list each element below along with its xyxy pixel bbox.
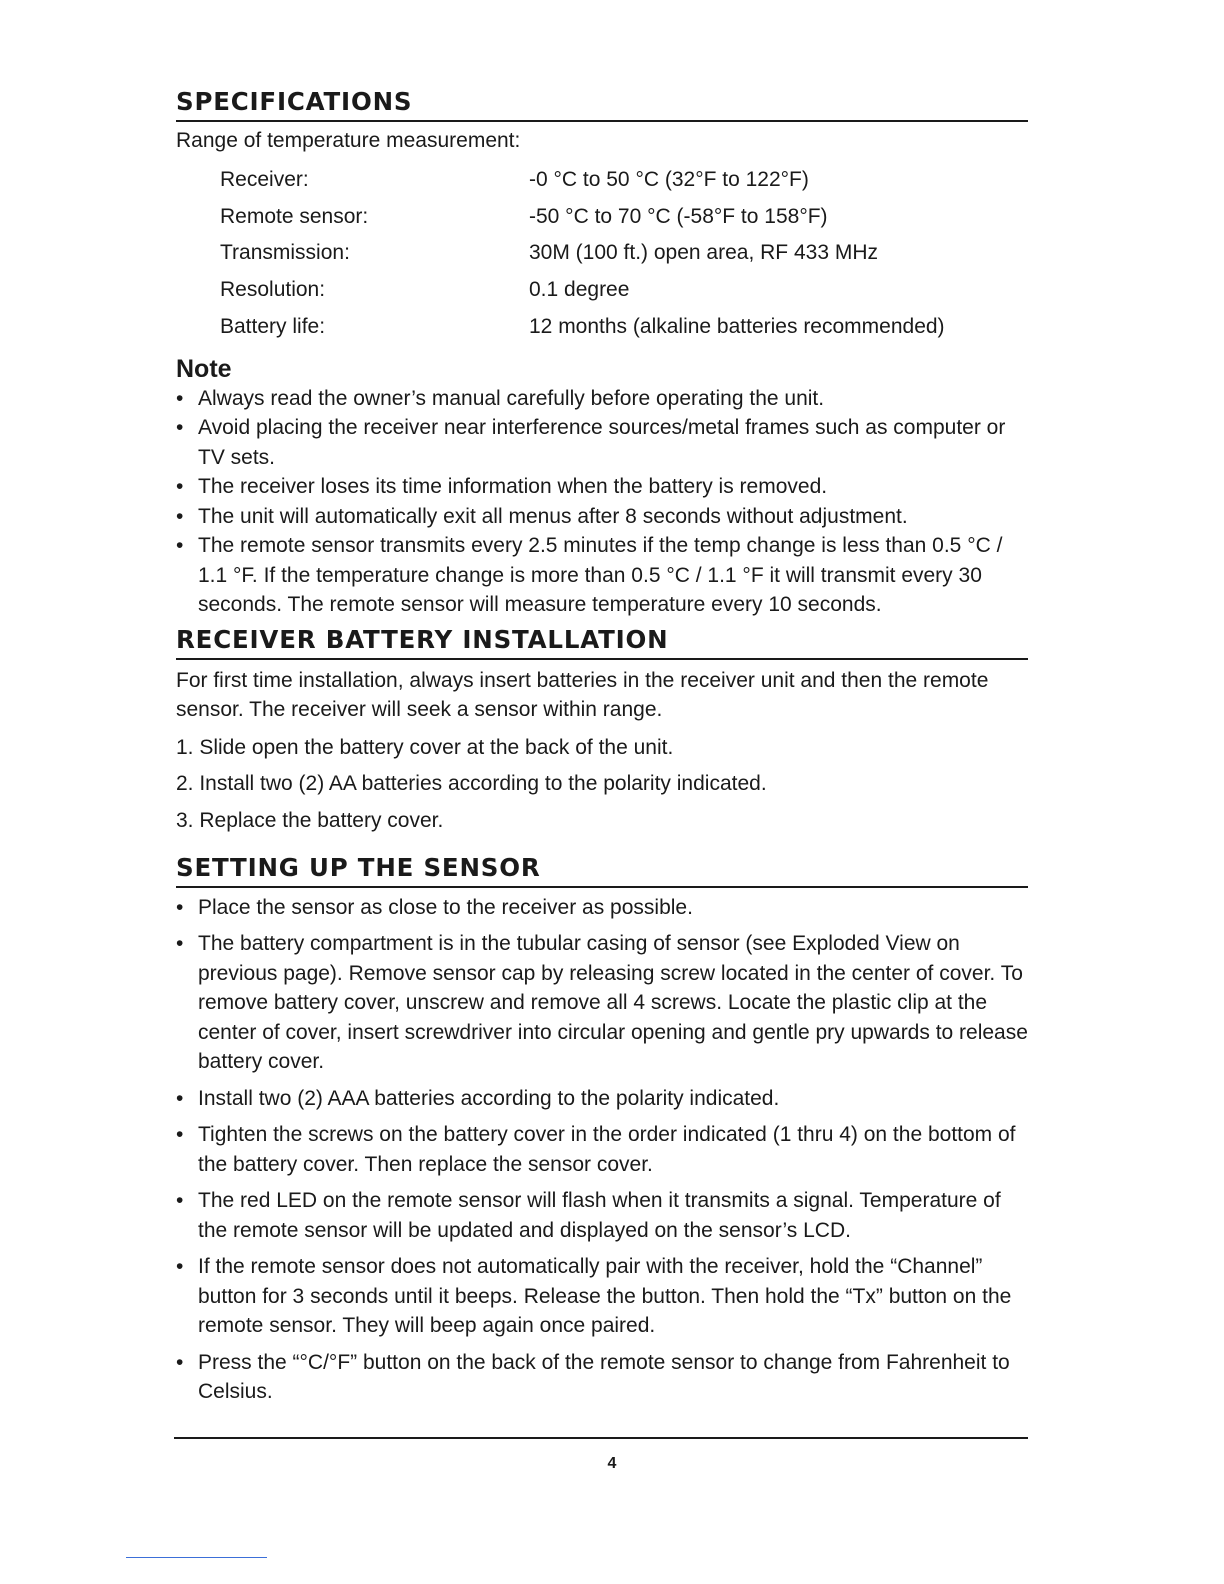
note-heading: Note (176, 354, 232, 383)
spec-value: 30M (100 ft.) open area, RF 433 MHz (529, 241, 878, 265)
specifications-heading: SPECIFICATIONS (176, 86, 1028, 122)
spec-label: Battery life: (220, 314, 326, 338)
setup-item: • Tighten the screws on the battery cover in the order indicated (1 thru 4) on the bottom of the battery cover. Then replace the sensor cover. (176, 1120, 1028, 1179)
spec-label: Resolution: (220, 278, 326, 302)
setup-item: • If the remote sensor does not automatically pair with the receiver, hold the “Channel” button for 3 seconds until it beeps. Release the button. Then hold the “Tx” button on the remote sensor. They will beep again once paired. (176, 1252, 1028, 1341)
spec-value: -0 °C to 50 °C (32°F to 122°F) (529, 168, 809, 191)
spec-row (220, 235, 1028, 272)
specifications-table (220, 162, 1028, 346)
note-item: • The remote sensor transmits every 2.5 minutes if the temp change is less than 0.5 °C / 1.1 °F. If the temperature change is more than 0.5 °C / 1.1 °F it will transmit every 30 seconds. The remote sensor will measure temperature every 10 seconds. (176, 531, 1028, 620)
note-item: • Always read the owner’s manual carefully before operating the unit. (176, 384, 1028, 414)
spec-row (220, 309, 1028, 346)
step-item: 2. Install two (2) AA batteries according to the polarity indicated. (176, 772, 767, 796)
setup-item: • The battery compartment is in the tubular casing of sensor (see Exploded View on previous page). Remove sensor cap by releasing screw located in the center of cover. To remove battery cover, unscrew and remove all 4 screws. Locate the plastic clip at the center of cover, insert screwdriver into circular opening and gentle pry upwards to release battery cover. (176, 929, 1028, 1077)
spec-label: Receiver: (220, 168, 309, 191)
note-list (176, 384, 1028, 620)
setup-item: • Install two (2) AAA batteries according to the polarity indicated. (176, 1084, 1028, 1114)
specifications-intro: Range of temperature measurement: (176, 129, 521, 152)
footer-divider (174, 1437, 1028, 1439)
step-item: 3. Replace the battery cover. (176, 808, 444, 832)
spec-value: -50 °C to 70 °C (-58°F to 158°F) (529, 204, 828, 228)
spec-value: 12 months (alkaline batteries recommended) (529, 314, 945, 338)
manual-page (176, 86, 1028, 1414)
note-item: • The unit will automatically exit all menus after 8 seconds without adjustment. (176, 502, 1028, 532)
sensor-setup-list (176, 893, 1028, 1407)
sensor-setup-heading: SETTING UP THE SENSOR (176, 852, 1028, 888)
step-item: 1. Slide open the battery cover at the back of the unit. (176, 735, 674, 759)
note-item: • Avoid placing the receiver near interference sources/metal frames such as computer or TV sets. (176, 413, 1028, 472)
spec-value: 0.1 degree (529, 278, 630, 302)
note-item: • The receiver loses its time information when the battery is removed. (176, 472, 1028, 502)
receiver-battery-intro: For first time installation, always insert batteries in the receiver unit and then the remote sensor. The receiver will seek a sensor within range. (176, 668, 989, 722)
page-number: 4 (607, 1455, 617, 1472)
spec-row (220, 199, 1028, 236)
spec-label: Remote sensor: (220, 204, 369, 228)
spec-label: Transmission: (220, 241, 350, 265)
receiver-battery-heading: RECEIVER BATTERY INSTALLATION (176, 624, 1028, 660)
setup-item: • Press the “°C/°F” button on the back of the remote sensor to change from Fahrenheit to Celsius. (176, 1348, 1028, 1407)
setup-item: • Place the sensor as close to the receiver as possible. (176, 893, 1028, 923)
receiver-battery-steps (176, 730, 1028, 840)
spec-row (220, 272, 1028, 309)
decorative-line (126, 1557, 267, 1558)
spec-row (220, 162, 1028, 199)
setup-item: • The red LED on the remote sensor will flash when it transmits a signal. Temperature of the remote sensor will be updated and displayed on the sensor’s LCD. (176, 1186, 1028, 1245)
